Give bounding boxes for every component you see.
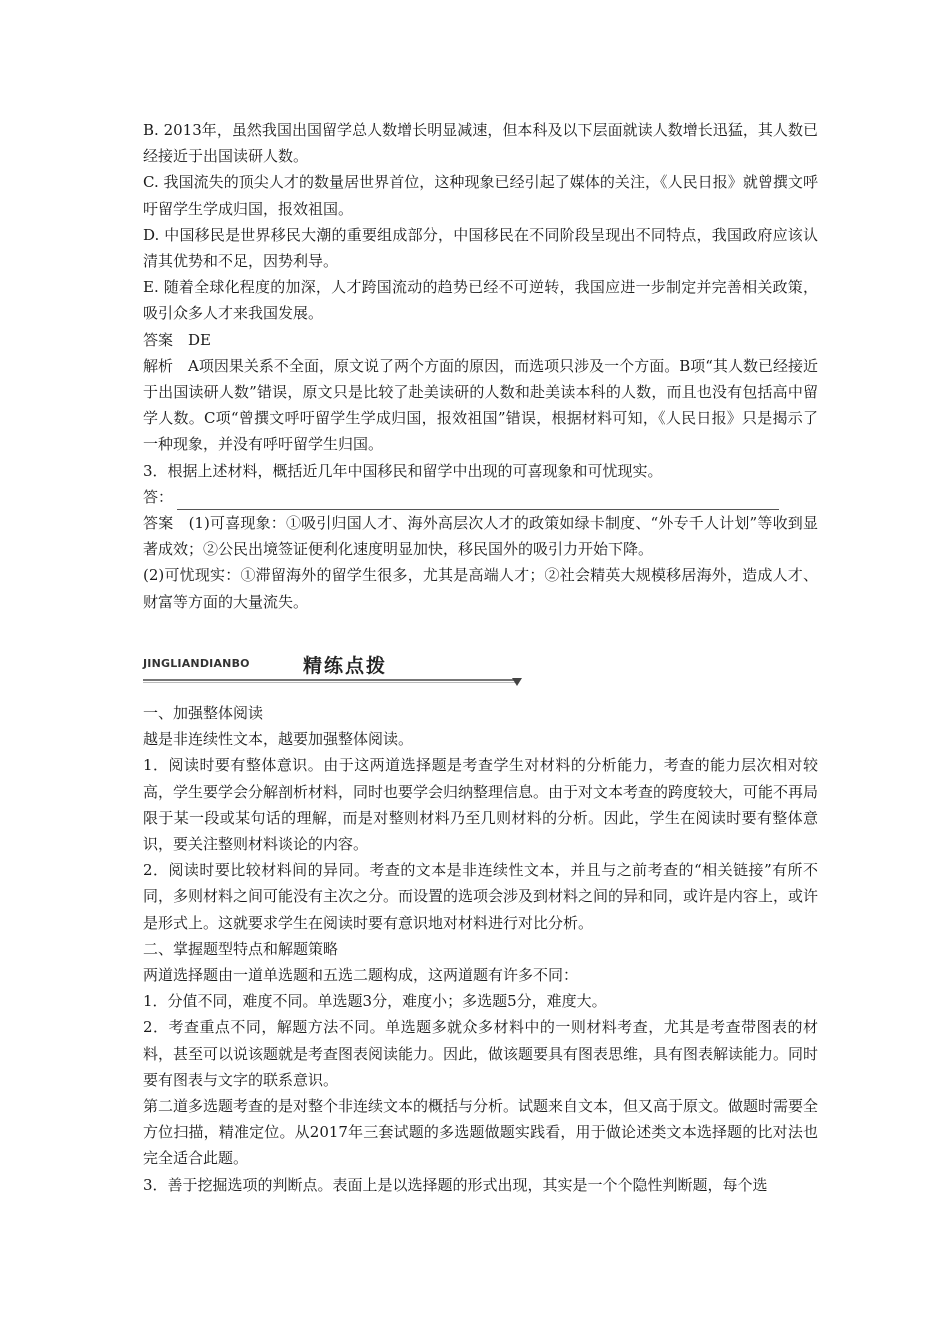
paragraph: 2．阅读时要比较材料间的异同。考查的文本是非连续性文本，并且与之前考查的“相关链接”有所不同，多则材料之间可能没有主次之分。而设置的选项会涉及到材料之间的异和同，或许是内容上，或许是形式上。这就要求学生在阅读时要有意识地对材料进行对比分析。 xyxy=(143,861,819,932)
banner-english: JINGLIANDIANBO xyxy=(143,657,250,670)
option-c: C. 我国流失的顶尖人才的数量居世界首位，这种现象已经引起了媒体的关注，《人民日报》就曾撰文呼吁留学生学成归国，报效祖国。 xyxy=(143,173,818,218)
top-section xyxy=(143,117,818,615)
paragraph: 3．善于挖掘选项的判断点。表面上是以选择题的形式出现，其实是一个个隐性判断题，每个选 xyxy=(143,1175,768,1194)
bottom-section xyxy=(143,700,818,1198)
paragraph: 第二道多选题考查的是对整个非连续文本的概括与分析。试题来自文本，但又高于原文。做题时需要全方位扫描，精准定位。从2017年三套试题的多选题做题实践看，用于做论述类文本选择题的比对法也完全适合此题。 xyxy=(143,1097,819,1168)
heading-2: 二、掌握题型特点和解题策略 xyxy=(143,939,339,958)
answer-prompt: 答： xyxy=(143,487,174,506)
answer-de: 答案 DE xyxy=(143,330,211,349)
banner-triangle-icon xyxy=(512,678,522,686)
heading-1: 一、加强整体阅读 xyxy=(143,704,264,722)
option-e: E. 随着全球化程度的加深，人才跨国流动的趋势已经不可逆转，我国应进一步制定并完善相关政策，吸引众多人才来我国发展。 xyxy=(143,278,818,323)
paragraph: 1．分值不同，难度不同。单选题3分，难度小；多选题5分，难度大。 xyxy=(143,992,607,1011)
banner-chinese: 精练点拨 xyxy=(303,655,388,677)
answer-underline xyxy=(177,490,779,510)
answer-part-1: 答案 (1)可喜现象：①吸引归国人才、海外高层次人才的政策如绿卡制度、“外专千人计划”等收到显著成效；②公民出境签证便利化速度明显加快，移民国外的吸引力开始下降。 xyxy=(143,514,818,559)
section-banner xyxy=(143,648,523,690)
answer-part-2: (2)可忧现实：①滞留海外的留学生很多，尤其是高端人才；②社会精英大规模移居海外，造成人才、财富等方面的大量流失。 xyxy=(143,566,818,611)
paragraph: 1．阅读时要有整体意识。由于这两道选择题是考查学生对材料的分析能力，考查的能力层次相对较高，学生要学会分解剖析材料，同时也要学会归纳整理信息。由于对文本考查的跨度较大，可能不再局限于某一段或某句话的理解，而是对整则材料乃至几则材料的分析。因此，学生在阅读时要有整体意识，要关注整则材料谈论的内容。 xyxy=(143,756,819,854)
question-3: 3．根据上述材料，概括近几年中国移民和留学中出现的可喜现象和可忧现实。 xyxy=(143,461,663,480)
banner-rule-thin xyxy=(143,682,518,683)
analysis: 解析 A项因果关系不全面，原文说了两个方面的原因，而选项只涉及一个方面。B项“其人数已经接近于出国读研人数”错误，原文只是比较了赴美读研的人数和赴美读本科的人数，而且也没有包括高中留学人数。C项“曾撰文呼吁留学生学成归国，报效祖国”错误，根据材料可知，《人民日报》只是揭示了一种现象，并没有呼吁留学生归国。 xyxy=(143,356,818,454)
paragraph: 两道选择题由一道单选题和五选二题构成，这两道题有许多不同： xyxy=(143,966,579,985)
paragraph: 2．考查重点不同，解题方法不同。单选题多就众多材料中的一则材料考查，尤其是考查带图表的材料，甚至可以说该题就是考查图表阅读能力。因此，做该题要具有图表思维，具有图表解读能力。同时要有图表与文字的联系意识。 xyxy=(143,1018,819,1089)
option-d: D. 中国移民是世界移民大潮的重要组成部分，中国移民在不同阶段呈现出不同特点，我国政府应该认清其优势和不足，因势利导。 xyxy=(143,225,818,271)
banner-rule xyxy=(143,679,518,681)
paragraph: 越是非连续性文本，越要加强整体阅读。 xyxy=(143,730,414,749)
answer-blank-line xyxy=(143,484,818,510)
option-b: B. 2013年，虽然我国出国留学总人数增长明显减速，但本科及以下层面就读人数增长迅猛，其人数已经接近于出国读研人数。 xyxy=(143,121,818,166)
